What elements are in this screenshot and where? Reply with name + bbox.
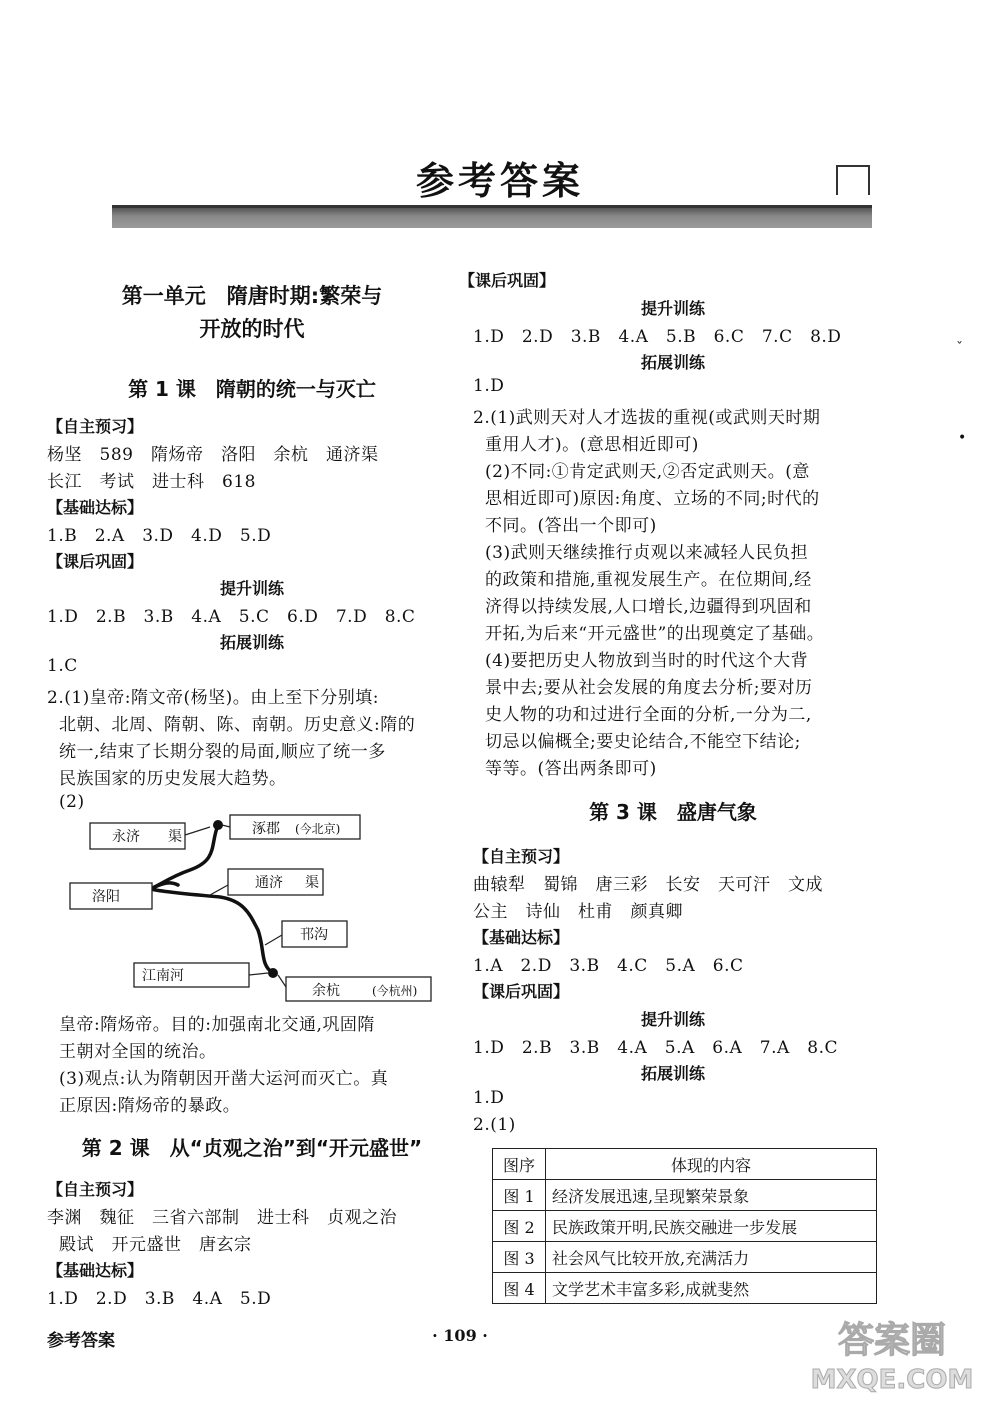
section-label: 【自主预习】 — [473, 847, 570, 866]
table-cell: 图 1 — [493, 1180, 546, 1211]
answer-line: 重用人才)。(意思相近即可) — [485, 435, 699, 455]
watermark-logo — [800, 1310, 985, 1395]
scan-mark: ˇ — [956, 340, 963, 356]
table-cell: 民族政策开明,民族交融进一步发展 — [546, 1211, 877, 1242]
answer-line: (2)不同:①肯定武则天,②否定武则天。(意 — [485, 462, 810, 482]
table-cell: 图 4 — [493, 1273, 546, 1304]
answer-line: 1.B 2.A 3.D 4.D 5.D — [47, 526, 272, 546]
answer-line: 1.D — [473, 1088, 505, 1108]
header-decoration-box — [836, 165, 870, 195]
label-tongji: 通济 — [255, 875, 283, 891]
answer-line: 济得以持续发展,人口增长,边疆得到巩固和 — [485, 597, 812, 617]
answer-line: (2) — [59, 792, 85, 812]
answer-line: (4)要把历史人物放到当时的时代这个大背 — [485, 651, 809, 671]
lesson2-title: 第 2 课 从“贞观之治”到“开元盛世” — [81, 1136, 423, 1160]
label-yongji: 永济 — [112, 829, 140, 845]
yuhang-dot — [268, 968, 278, 978]
label-hangou: 邗沟 — [300, 927, 328, 943]
answer-line: 1.D 2.B 3.B 4.A 5.A 6.A 7.A 8.C — [473, 1038, 838, 1058]
watermark-domain: MXQE.COM — [810, 1365, 974, 1395]
watermark-text: 答案圈 — [837, 1320, 947, 1361]
subsection-label: 拓展训练 — [219, 633, 284, 652]
grand-canal-map — [60, 805, 440, 1005]
answer-line: 1.D 2.D 3.B 4.A 5.D — [47, 1289, 272, 1309]
table-cell: 文学艺术丰富多彩,成就斐然 — [546, 1273, 877, 1304]
section-label: 【自主预习】 — [47, 417, 144, 436]
table-cell: 图 3 — [493, 1242, 546, 1273]
section-label: 【基础达标】 — [47, 1261, 144, 1280]
footer-label: 参考答案 — [47, 1331, 115, 1351]
subsection-label: 提升训练 — [640, 1010, 705, 1029]
subsection-label: 拓展训练 — [640, 353, 705, 372]
answer-line: 北朝、北周、隋朝、陈、南朝。历史意义:隋的 — [59, 715, 416, 735]
section-label: 【自主预习】 — [47, 1180, 144, 1199]
answer-line: 不同。(答出一个即可) — [485, 516, 657, 536]
subsection-label: 提升训练 — [219, 579, 284, 598]
table-row — [493, 1180, 877, 1211]
table-cell: 社会风气比较开放,充满活力 — [546, 1242, 877, 1273]
tongji-canal-line — [150, 889, 273, 973]
page-title: 参考答案 — [415, 159, 584, 203]
header-bar — [112, 205, 872, 228]
table-row — [493, 1211, 877, 1242]
table-header-row — [493, 1149, 877, 1180]
table-header-cell: 体现的内容 — [546, 1149, 877, 1180]
answer-line: 李渊 魏征 三省六部制 进士科 贞观之治 — [47, 1208, 397, 1228]
subsection-label: 提升训练 — [640, 299, 705, 318]
answer-line: 2.(1)皇帝:隋文帝(杨坚)。由上至下分别填: — [47, 688, 380, 708]
answer-line: 2.(1) — [473, 1115, 516, 1135]
answer-line: 皇帝:隋炀帝。目的:加强南北交通,巩固隋 — [59, 1015, 375, 1035]
table-cell: 经济发展迅速,呈现繁荣景象 — [546, 1180, 877, 1211]
answer-line: (3)武则天继续推行贞观以来减轻人民负担 — [485, 543, 809, 563]
unit-title-line1: 第一单元 隋唐时期:繁荣与 — [121, 284, 383, 308]
table-row — [493, 1273, 877, 1304]
canal-branch — [150, 883, 178, 889]
answer-line: 1.C — [47, 656, 78, 676]
answer-line: 2.(1)武则天对人才选拔的重视(或武则天时期 — [473, 408, 821, 428]
label-qu1: 渠 — [168, 829, 182, 845]
page-number: · 109 · — [432, 1326, 488, 1345]
section-label: 【课后巩固】 — [459, 271, 556, 290]
answer-line: 统一,结束了长期分裂的局面,顺应了统一多 — [59, 742, 386, 762]
subsection-label: 拓展训练 — [640, 1064, 705, 1083]
scan-mark: • — [958, 430, 967, 446]
section-label: 【课后巩固】 — [47, 552, 144, 571]
answer-line: 史人物的功和过进行全面的分析,一分为二, — [485, 705, 812, 725]
zhuojun-dot — [213, 820, 223, 830]
answer-line: 民族国家的历史发展大趋势。 — [59, 769, 287, 789]
answer-line: 思相近即可)原因:角度、立场的不同;时代的 — [485, 489, 820, 509]
label-jinbeijing: (今北京) — [295, 822, 341, 836]
label-yuhang: 余杭 — [312, 983, 340, 999]
lesson1-title: 第 1 课 隋朝的统一与灭亡 — [128, 377, 376, 401]
answer-line: 长江 考试 进士科 618 — [47, 472, 256, 492]
lesson3-title: 第 3 课 盛唐气象 — [589, 800, 757, 824]
answer-line: 1.D 2.D 3.B 4.A 5.B 6.C 7.C 8.D — [473, 327, 842, 347]
label-zhuojun: 涿郡 — [252, 821, 280, 837]
answer-line: 曲辕犁 蜀锦 唐三彩 长安 天可汗 文成 — [473, 875, 823, 895]
answer-line: (3)观点:认为隋朝因开凿大运河而灭亡。真 — [59, 1069, 389, 1089]
answer-line: 1.A 2.D 3.B 4.C 5.A 6.C — [473, 956, 744, 976]
label-luoyang: 洛阳 — [92, 889, 120, 905]
section-label: 【基础达标】 — [47, 498, 144, 517]
answer-line: 景中去;要从社会发展的角度去分析;要对历 — [485, 678, 813, 698]
answer-line: 的政策和措施,重视发展生产。在位期间,经 — [485, 570, 812, 590]
answer-line: 1.D 2.B 3.B 4.A 5.C 6.D 7.D 8.C — [47, 607, 416, 627]
answer-line: 正原因:隋炀帝的暴政。 — [59, 1096, 241, 1116]
label-qu2: 渠 — [305, 875, 319, 891]
unit-title-line2: 开放的时代 — [199, 317, 305, 341]
answer-line: 王朝对全国的统治。 — [59, 1042, 217, 1062]
table-cell: 图 2 — [493, 1211, 546, 1242]
answer-line: 等等。(答出两条即可) — [485, 759, 657, 779]
section-label: 【课后巩固】 — [473, 982, 570, 1001]
answer-line: 殿试 开元盛世 唐玄宗 — [59, 1235, 252, 1255]
answer-line: 杨坚 589 隋炀帝 洛阳 余杭 通济渠 — [47, 445, 379, 465]
answer-line: 公主 诗仙 杜甫 颜真卿 — [473, 902, 683, 922]
answer-line: 切忌以偏概全;要史论结合,不能空下结论; — [485, 732, 801, 752]
answer-line: 1.D — [473, 376, 505, 396]
label-jinhangzhou: (今杭州) — [372, 984, 418, 998]
section-label: 【基础达标】 — [473, 928, 570, 947]
label-jiangnanhe: 江南河 — [142, 968, 184, 984]
answer-table — [492, 1148, 877, 1304]
table-header-cell: 图序 — [493, 1149, 546, 1180]
table-row — [493, 1242, 877, 1273]
answer-line: 开拓,为后来“开元盛世”的出现奠定了基础。 — [485, 624, 825, 644]
